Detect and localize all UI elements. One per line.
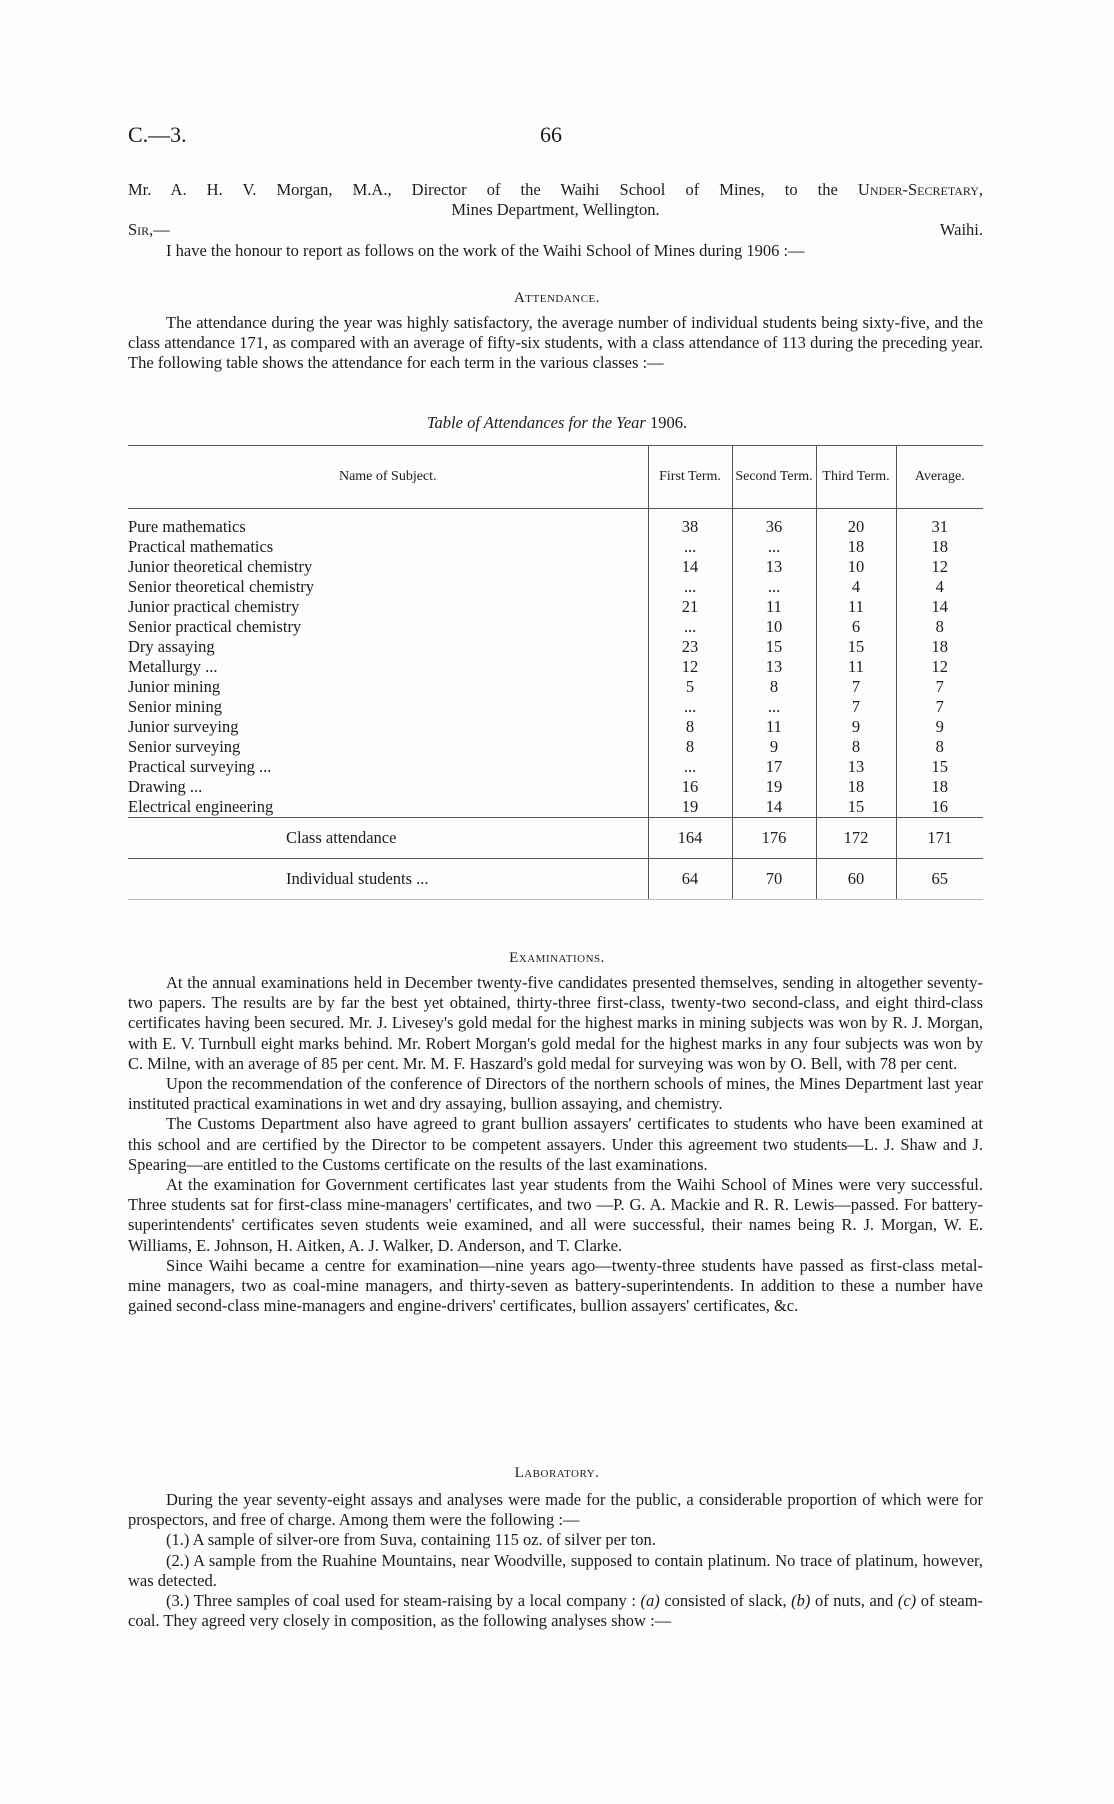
table-row [128, 617, 983, 637]
table-row [128, 717, 983, 737]
examinations-section [128, 973, 983, 1316]
third-term-value: 15 [816, 637, 896, 657]
third-term-value: 20 [816, 509, 896, 538]
subject-name: Junior mining [128, 677, 221, 696]
total-first-term: 164 [648, 818, 732, 859]
second-term-value: 11 [732, 597, 816, 617]
third-term-value: 7 [816, 677, 896, 697]
third-term-value: 15 [816, 797, 896, 818]
third-term-value: 9 [816, 717, 896, 737]
col-header-third-term: Third Term. [816, 446, 896, 509]
col-header-average: Average. [896, 446, 983, 509]
table-row [128, 797, 983, 818]
subject-name: Junior practical chemistry [128, 597, 300, 616]
item3-text-c: of nuts, and [814, 1591, 894, 1611]
second-term-value: 13 [732, 657, 816, 677]
table-row [128, 557, 983, 577]
average-value: 16 [896, 797, 983, 818]
third-term-value: 11 [816, 657, 896, 677]
third-term-value: 6 [816, 617, 896, 637]
first-term-value: 14 [648, 557, 732, 577]
average-value: 18 [896, 637, 983, 657]
first-term-value: 19 [648, 797, 732, 818]
average-value: 31 [896, 509, 983, 538]
average-value: 7 [896, 677, 983, 697]
laboratory-section [128, 1490, 983, 1631]
table-row [128, 777, 983, 797]
second-term-value: 9 [732, 737, 816, 757]
letter-c: (c) [897, 1591, 917, 1611]
second-term-value: 19 [732, 777, 816, 797]
third-term-value: 11 [816, 597, 896, 617]
table-caption [0, 413, 1114, 433]
attendance-heading: Attendance. [513, 290, 601, 306]
letter-b: (b) [791, 1591, 811, 1611]
place-name: Waihi. [939, 220, 983, 239]
list-item: (2.) A sample from the Ruahine Mountains, near Woodville, supposed to contain platinum. No trace of platinum, however, was detected. [128, 1550, 983, 1590]
item3-text-d: of steam-coal. They agreed very closely in composition, as the following analyses show :— [128, 1591, 984, 1631]
examinations-paragraph: Upon the recommendation of the conference of Directors of the northern schools of mines, the Mines Department last year instituted practical examinations in wet and dry assaying, bullion assaying, and chemistry. [128, 1074, 983, 1114]
table-row [128, 677, 983, 697]
col-header-subject: Name of Subject. [128, 446, 648, 509]
second-term-value: 17 [732, 757, 816, 777]
first-term-value: ... [648, 617, 732, 637]
attendance-paragraph: The attendance during the year was highly satisfactory, the average number of individual students being sixty-five, and the class attendance 171, as compared with an average of fifty-six students, with a class attendance of 113 during the preceding year. The following table shows the attendance for each term in the various classes :— [128, 313, 983, 373]
laboratory-paragraph: During the year seventy-eight assays and analyses were made for the public, a considerable proportion of which were for prospectors, and free of charge. Among them were the following :— [128, 1490, 983, 1530]
examinations-heading: Examinations. [509, 950, 605, 966]
laboratory-heading: Laboratory. [514, 1465, 600, 1481]
examinations-paragraph: At the annual examinations held in December twenty-five candidates presented themselves, sending in altogether seventy-two papers. The results are by far the best yet obtained, thirty-three first-class, twenty-two second-class, and eight third-class certificates having been secured. Mr. J. Livesey's gold medal for the highest marks in mining subjects was won by R. J. Morgan, with E. V. Turnbull eight marks behind. Mr. Robert Morgan's gold medal for the highest marks in any four subjects was won by C. Milne, with an average of 85 per cent. Mr. M. F. Haszard's gold medal for surveying was won by O. Bell, with 78 per cent. [128, 973, 983, 1073]
second-term-value: ... [732, 697, 816, 717]
subject-name: Junior surveying [128, 717, 239, 736]
table-row [128, 657, 983, 677]
table-row [128, 737, 983, 757]
address-line-1 [128, 180, 983, 200]
third-term-value: 7 [816, 697, 896, 717]
average-value: 15 [896, 757, 983, 777]
report-reference: C.—3. [128, 122, 187, 147]
subject-name: Senior surveying [128, 737, 241, 756]
subject-name: Practical mathematics [128, 537, 274, 556]
subject-name: Junior theoretical chemistry [128, 557, 313, 576]
first-term-value: 8 [648, 717, 732, 737]
table-row [128, 757, 983, 777]
list-item: (1.) A sample of silver-ore from Suva, containing 115 oz. of silver per ton. [166, 1530, 656, 1550]
second-term-value: 11 [732, 717, 816, 737]
third-term-value: 8 [816, 737, 896, 757]
average-value: 7 [896, 697, 983, 717]
third-term-value: 13 [816, 757, 896, 777]
second-term-value: 8 [732, 677, 816, 697]
subject-name: Metallurgy ... [128, 657, 218, 676]
average-value: 18 [896, 537, 983, 557]
table-row [128, 697, 983, 717]
salutation: Sir,— [128, 220, 170, 239]
first-term-value: ... [648, 757, 732, 777]
first-term-value: 16 [648, 777, 732, 797]
col-header-first-term: First Term. [648, 446, 732, 509]
first-term-value: 38 [648, 509, 732, 538]
salutation-row [128, 220, 983, 240]
subject-name: Senior theoretical chemistry [128, 577, 315, 596]
table-row [128, 637, 983, 657]
average-value: 8 [896, 617, 983, 637]
table-row [128, 537, 983, 557]
address-line-2: Mines Department, Wellington. [451, 200, 660, 219]
table-header-row [128, 446, 983, 509]
second-term-value: 14 [732, 797, 816, 818]
average-value: 18 [896, 777, 983, 797]
total-row [128, 859, 983, 900]
average-value: 8 [896, 737, 983, 757]
table-caption-year: 1906. [649, 413, 688, 432]
intro-paragraph: I have the honour to report as follows on the work of the Waihi School of Mines during 1906 :— [166, 241, 805, 260]
average-value: 9 [896, 717, 983, 737]
table-row [128, 597, 983, 617]
average-value: 12 [896, 557, 983, 577]
item3-text-a: (3.) Three samples of coal used for steam-raising by a local company : [166, 1591, 636, 1611]
total-third-term: 172 [816, 818, 896, 859]
total-second-term: 70 [732, 859, 816, 900]
second-term-value: ... [732, 537, 816, 557]
third-term-value: 4 [816, 577, 896, 597]
subject-name: Pure mathematics [128, 517, 246, 536]
attendance-table [128, 445, 983, 900]
examinations-paragraph: The Customs Department also have agreed to grant bullion assayers' certificates to students who have been examined at this school and are certified by the Director to be competent assayers. Under this agreement two students—L. J. Shaw and J. Spearing—are entitled to the Customs certificate on the results of the last examinations. [128, 1114, 983, 1174]
subject-name: Dry assaying [128, 637, 215, 656]
average-value: 12 [896, 657, 983, 677]
second-term-value: 15 [732, 637, 816, 657]
first-term-value: ... [648, 537, 732, 557]
table-row [128, 577, 983, 597]
examinations-paragraph: At the examination for Government certificates last year students from the Waihi School of Mines were very successful. Three students sat for first-class mine-managers' certificates, and two —P. G. A. Mackie and R. R. Lewis—passed. For battery-superintendents' certificates seven students weie examined, and all were successful, their names being R. J. Morgan, W. E. Williams, E. Johnson, H. Aitken, A. J. Walker, D. Anderson, and T. Clarke. [128, 1175, 983, 1255]
first-term-value: 5 [648, 677, 732, 697]
address-recipient: Under-Secretary, [857, 180, 984, 199]
item3-text-b: consisted of slack, [664, 1591, 787, 1611]
first-term-value: 12 [648, 657, 732, 677]
third-term-value: 10 [816, 557, 896, 577]
address-block [128, 180, 983, 240]
second-term-value: 13 [732, 557, 816, 577]
table-caption-title: Table of Attendances for the Year [426, 413, 646, 432]
subject-name: Drawing ... [128, 777, 203, 796]
col-header-second-term: Second Term. [732, 446, 816, 509]
list-item [128, 1591, 983, 1631]
total-average: 171 [896, 818, 983, 859]
third-term-value: 18 [816, 537, 896, 557]
average-value: 14 [896, 597, 983, 617]
third-term-value: 18 [816, 777, 896, 797]
examinations-paragraph: Since Waihi became a centre for examination—nine years ago—twenty-three students have passed as first-class metal-mine managers, two as coal-mine managers, and thirty-seven as battery-superintendents. In addition to these a number have gained second-class mine-managers and engine-drivers' certificates, bullion assayers' certificates, &c. [128, 1255, 983, 1316]
total-third-term: 60 [816, 859, 896, 900]
page-number: 66 [540, 122, 562, 147]
total-average: 65 [896, 859, 983, 900]
sample-list [128, 1530, 983, 1631]
table-row [128, 509, 983, 538]
first-term-value: ... [648, 697, 732, 717]
first-term-value: 23 [648, 637, 732, 657]
total-second-term: 176 [732, 818, 816, 859]
first-term-value: 8 [648, 737, 732, 757]
first-term-value: ... [648, 577, 732, 597]
average-value: 4 [896, 577, 983, 597]
subject-name: Senior practical chemistry [128, 617, 302, 636]
subject-name: Practical surveying ... [128, 757, 272, 776]
total-first-term: 64 [648, 859, 732, 900]
address-sender: Mr. A. H. V. Morgan, M.A., Director of the Waihi School of Mines, to the [128, 180, 838, 199]
letter-a: (a) [640, 1591, 660, 1611]
subject-name: Senior mining [128, 697, 222, 716]
second-term-value: ... [732, 577, 816, 597]
total-label: Individual students ... [286, 869, 429, 888]
second-term-value: 36 [732, 509, 816, 538]
total-row [128, 818, 983, 859]
subject-name: Electrical engineering [128, 797, 274, 816]
total-label: Class attendance [286, 828, 397, 847]
first-term-value: 21 [648, 597, 732, 617]
second-term-value: 10 [732, 617, 816, 637]
